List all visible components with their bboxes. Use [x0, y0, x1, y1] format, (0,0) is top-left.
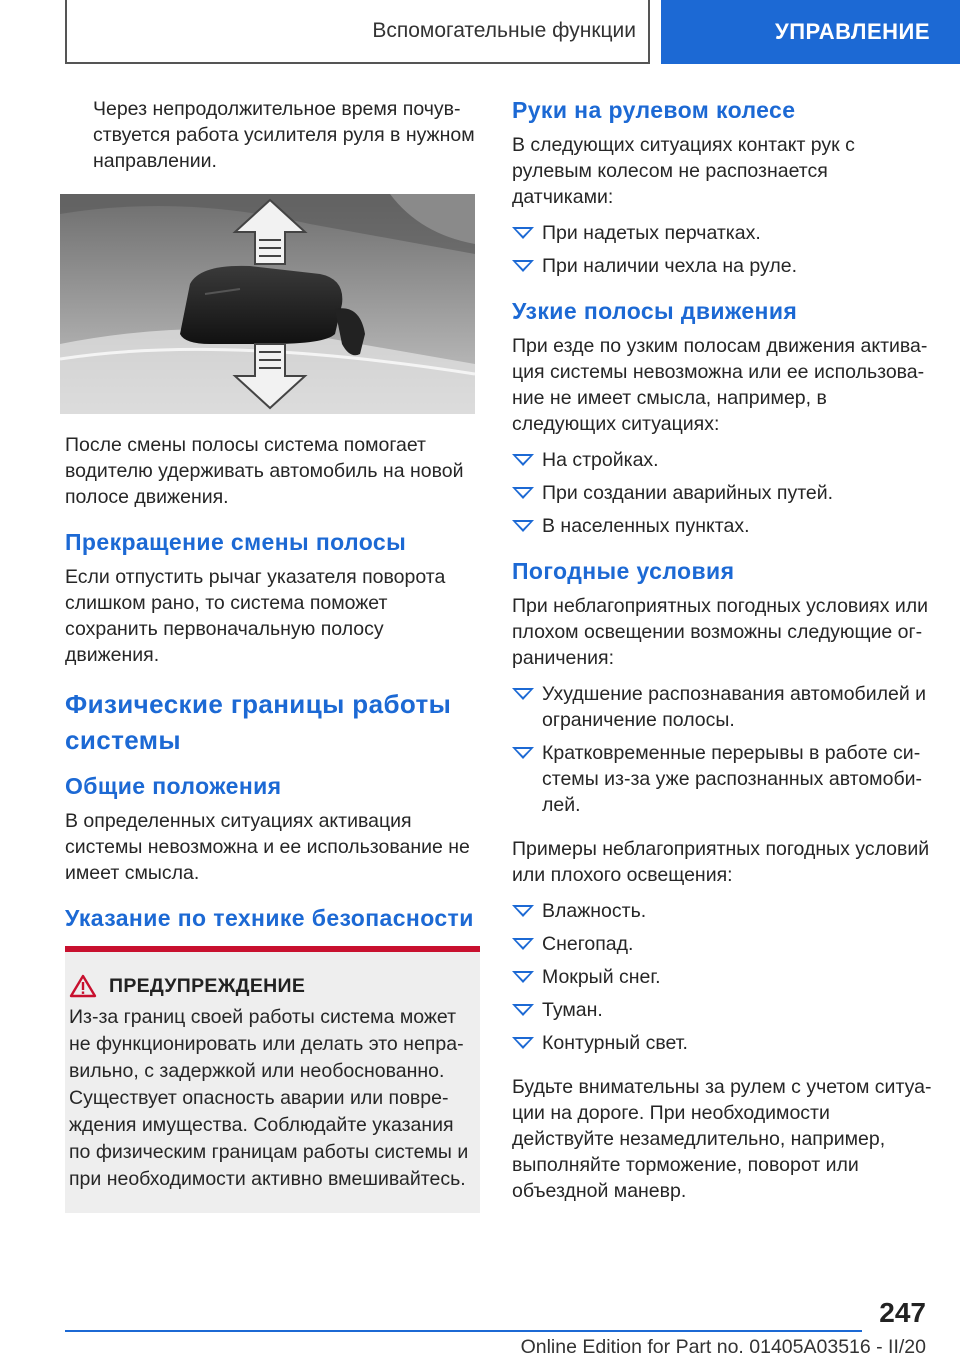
- warning-header: [69, 974, 472, 998]
- examples-list: [512, 898, 932, 1056]
- left-column: [65, 96, 480, 1213]
- list-item: Кратковременные перерывы в работе системы из-за уже распознанных автомобилей.: [512, 740, 932, 818]
- narrow-lanes-list: [512, 447, 932, 539]
- final-paragraph: Будьте внимательны за рулем с учетом ситуации на дороге. При необходимости действуйте незамедлительно, например, выполняйте торможение, поворот или объездной маневр.: [512, 1076, 932, 1202]
- list-item: Снегопад.: [512, 931, 932, 957]
- warning-title: ПРЕДУПРЕЖДЕНИЕ: [109, 974, 306, 997]
- heading-safety-note: Указание по технике безопасности: [65, 905, 474, 931]
- heading-general: Общие положения: [65, 773, 282, 799]
- bullet-triangle-icon: [512, 905, 534, 917]
- bullet-triangle-icon: [512, 747, 534, 759]
- warning-triangle-icon: [69, 974, 97, 998]
- bullet-triangle-icon: [512, 260, 534, 272]
- cancel-lane-change-paragraph: Если отпустить рычаг указателя поворота слишком рано, то система поможет сохранить первоначальную полосу движения.: [65, 566, 446, 666]
- bullet-triangle-icon: [512, 938, 534, 950]
- bullet-triangle-icon: [512, 971, 534, 983]
- bullet-triangle-icon: [512, 1037, 534, 1049]
- bullet-triangle-icon: [512, 454, 534, 466]
- list-item: В населенных пунктах.: [512, 513, 932, 539]
- header-chapter-title: УПРАВЛЕНИЕ: [775, 19, 930, 44]
- list-item: Туман.: [512, 997, 932, 1023]
- list-item: Мокрый снег.: [512, 964, 932, 990]
- weather-list: [512, 681, 932, 818]
- intro-paragraph: Через непродолжительное время почувствуется работа усилителя руля в нужном направлении.: [93, 98, 475, 172]
- bullet-triangle-icon: [512, 1004, 534, 1016]
- weather-paragraph: При неблагоприятных погодных условиях или плохом освещении возможны следующие ограничения:: [512, 595, 929, 669]
- list-item: При создании аварийных путей.: [512, 480, 932, 506]
- list-item: Ухудшение распознавания автомобилей и ограничение полосы.: [512, 681, 932, 733]
- steering-lever-illustration: [60, 194, 475, 414]
- list-item: При надетых перчатках.: [512, 220, 932, 246]
- warning-block: [65, 946, 480, 1213]
- footer-rule: [65, 1330, 862, 1332]
- hands-paragraph: В следующих ситуациях контакт рук с рулевым колесом не распознается датчиками:: [512, 134, 855, 208]
- hands-list: [512, 220, 932, 279]
- bullet-triangle-icon: [512, 688, 534, 700]
- narrow-lanes-paragraph: При езде по узким полосам движения активация системы невозможна или ее использование не имеет смысла, например, в следующих ситуациях:: [512, 335, 928, 435]
- heading-hands-on-wheel: Руки на рулевом колесе: [512, 97, 796, 123]
- right-column: [512, 96, 932, 1222]
- steering-lever-photo: [60, 194, 475, 414]
- after-image-paragraph: После смены полосы система помогает водителю удерживать автомобиль на новой полосе движения.: [65, 434, 464, 508]
- page-number: 247: [879, 1297, 926, 1328]
- header-section-title: Вспомогательные функции: [372, 19, 636, 42]
- examples-paragraph: Примеры неблагоприятных погодных условий или плохого освещения:: [512, 838, 930, 886]
- heading-system-limits: Физические границы работы системы: [65, 689, 452, 755]
- general-paragraph: В определенных ситуациях активация системы невозможна и ее использование не имеет смысла.: [65, 810, 470, 884]
- heading-narrow-lanes: Узкие полосы движения: [512, 298, 798, 324]
- footer-edition: Online Edition for Part no. 01405A03516 - II/20: [520, 1336, 926, 1358]
- bullet-triangle-icon: [512, 487, 534, 499]
- list-item: Влажность.: [512, 898, 932, 924]
- bullet-triangle-icon: [512, 227, 534, 239]
- warning-text: Из-за границ своей работы система может не функционировать или делать это неправильно, с задержкой или необоснованно. Существует опасность аварии или повреждения имущества. Соблюдайте указания по физическим границам работы системы и при необходимости активно вмешивайтесь.: [69, 1006, 469, 1190]
- list-item: Контурный свет.: [512, 1030, 932, 1056]
- bullet-triangle-icon: [512, 520, 534, 532]
- list-item: На стройках.: [512, 447, 932, 473]
- heading-weather: Погодные условия: [512, 558, 735, 584]
- header-chapter-tab: [661, 0, 960, 64]
- list-item: При наличии чехла на руле.: [512, 253, 932, 279]
- warning-box: [65, 952, 480, 1213]
- header-section-tab: [65, 0, 650, 64]
- heading-cancel-lane-change: Прекращение смены полосы: [65, 529, 407, 555]
